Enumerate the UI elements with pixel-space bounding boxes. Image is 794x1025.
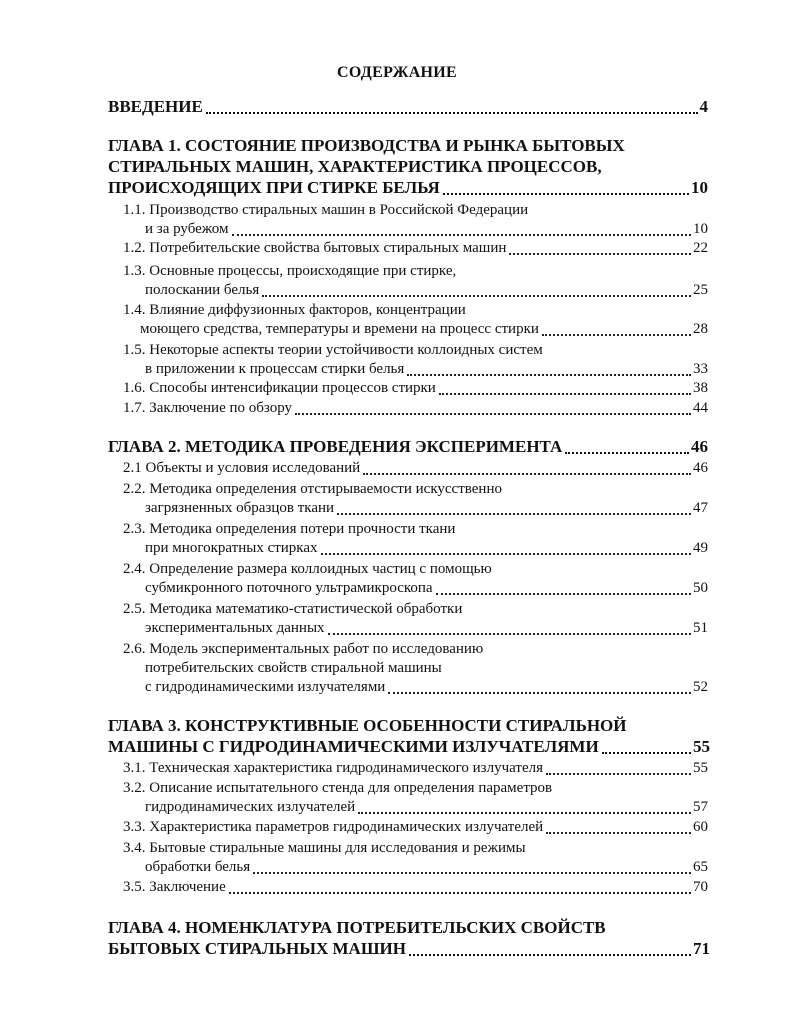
toc-entry-section-1-5 xyxy=(145,359,708,379)
toc-entry-page: 70 xyxy=(693,879,708,895)
toc-entry-page: 55 xyxy=(693,760,708,776)
leader-dots xyxy=(388,686,691,694)
section-2-4-line: субмикронного поточного ультрамикроскопа xyxy=(145,580,433,596)
section-2-6-line: с гидродинамическими излучателями xyxy=(145,679,386,695)
leader-dots xyxy=(436,587,691,595)
section-1-3-line: полоскании белья xyxy=(145,282,260,298)
toc-entry-section-3-5 xyxy=(123,877,708,897)
toc-entry-page: 60 xyxy=(693,819,708,835)
toc-entry-page: 22 xyxy=(693,240,708,256)
toc-entry-section-3-2 xyxy=(145,797,708,817)
toc-entry-chapter-1 xyxy=(108,178,708,198)
toc-entry-section-1-7 xyxy=(123,398,708,418)
section-2-6-line: 2.6. Модель экспериментальных работ по исследованию xyxy=(123,641,484,657)
section-1-2-line: 1.2. Потребительские свойства бытовых стиральных машин xyxy=(123,240,507,256)
leader-dots xyxy=(321,547,691,555)
toc-entry-page: 47 xyxy=(693,500,708,516)
section-3-4-line: обработки белья xyxy=(145,859,251,875)
toc-entry-page: 10 xyxy=(691,178,708,197)
section-2-1-line: 2.1 Объекты и условия исследований xyxy=(123,460,361,476)
leader-dots xyxy=(253,866,691,874)
toc-entry-section-3-1 xyxy=(123,758,708,778)
chapter-4-title-line: ГЛАВА 4. НОМЕНКЛАТУРА ПОТРЕБИТЕЛЬСКИХ СВОЙСТВ xyxy=(108,918,606,937)
leader-dots xyxy=(407,368,691,376)
toc-entry-section-2-2 xyxy=(145,498,708,518)
section-1-5-line: в приложении к процессам стирки белья xyxy=(145,361,405,377)
section-3-2-line: 3.2. Описание испытательного стенда для определения параметров xyxy=(123,780,553,796)
leader-dots xyxy=(546,767,691,775)
leader-dots xyxy=(443,187,689,195)
section-2-3-line: 2.3. Методика определения потери прочности ткани xyxy=(123,521,456,537)
toc-entry-page: 28 xyxy=(693,321,708,337)
section-2-5-line: экспериментальных данных xyxy=(145,620,325,636)
toc-entry-section-3-4 xyxy=(145,857,708,877)
toc-entry-page: 57 xyxy=(693,799,708,815)
toc-entry-label: ВВЕДЕНИЕ xyxy=(108,97,203,116)
leader-dots xyxy=(358,806,691,814)
chapter-3-title-line: МАШИНЫ С ГИДРОДИНАМИЧЕСКИМИ ИЗЛУЧАТЕЛЯМИ xyxy=(108,737,599,756)
toc-entry-section-1-2 xyxy=(123,238,708,258)
toc-entry-page: 49 xyxy=(693,540,708,556)
leader-dots xyxy=(542,328,691,336)
toc-entry-page: 51 xyxy=(693,620,708,636)
chapter-4-title-line: БЫТОВЫХ СТИРАЛЬНЫХ МАШИН xyxy=(108,939,406,958)
toc-entry-section-2-1 xyxy=(123,458,708,478)
chapter-2-title-line: ГЛАВА 2. МЕТОДИКА ПРОВЕДЕНИЯ ЭКСПЕРИМЕНТА xyxy=(108,437,563,456)
toc-entry-section-3-3 xyxy=(123,817,708,837)
toc-entry-chapter-3 xyxy=(108,737,710,757)
toc-entry-section-1-3 xyxy=(145,280,708,300)
toc-entry-section-2-4 xyxy=(145,578,708,598)
section-3-1-line: 3.1. Техническая характеристика гидродинамического излучателя xyxy=(123,760,543,776)
toc-entry-section-2-6 xyxy=(145,677,708,697)
toc-entry-chapter-4 xyxy=(108,939,710,959)
toc-entry-page: 52 xyxy=(693,679,708,695)
section-1-1-line: 1.1. Производство стиральных машин в Российской Федерации xyxy=(123,202,529,218)
section-1-6-line: 1.6. Способы интенсификации процессов стирки xyxy=(123,380,436,396)
toc-entry-page: 46 xyxy=(693,460,708,476)
section-1-4-line: 1.4. Влияние диффузионных факторов, концентрации xyxy=(123,302,466,318)
section-2-6-line: потребительских свойств стиральной машины xyxy=(145,660,442,676)
toc-entry-page: 71 xyxy=(693,939,710,958)
toc-entry-chapter-2 xyxy=(108,437,708,457)
leader-dots xyxy=(546,826,691,834)
page-title: СОДЕРЖАНИЕ xyxy=(336,64,458,81)
toc-entry-section-2-5 xyxy=(145,618,708,638)
toc-entry-page: 10 xyxy=(693,221,708,237)
toc-entry-section-2-3 xyxy=(145,538,708,558)
leader-dots xyxy=(565,446,689,454)
chapter-3-title-line: ГЛАВА 3. КОНСТРУКТИВНЫЕ ОСОБЕННОСТИ СТИРАЛЬНОЙ xyxy=(108,716,627,735)
leader-dots xyxy=(295,407,691,415)
section-3-5-line: 3.5. Заключение xyxy=(123,879,226,895)
section-2-2-line: 2.2. Методика определения отстирываемости искусственно xyxy=(123,481,502,497)
toc-entry-page: 55 xyxy=(693,737,710,756)
section-3-2-line: гидродинамических излучателей xyxy=(145,799,356,815)
section-3-4-line: 3.4. Бытовые стиральные машины для исследования и режимы xyxy=(123,840,526,856)
section-3-3-line: 3.3. Характеристика параметров гидродинамических излучателей xyxy=(123,819,544,835)
section-1-7-line: 1.7. Заключение по обзору xyxy=(123,400,293,416)
leader-dots xyxy=(262,289,691,297)
toc-entry-section-1-4 xyxy=(140,319,708,339)
leader-dots xyxy=(363,467,691,475)
toc-entry-page: 44 xyxy=(693,400,708,416)
toc-entry-page: 25 xyxy=(693,282,708,298)
section-1-1-line: и за рубежом xyxy=(145,221,229,237)
section-1-3-line: 1.3. Основные процессы, происходящие при стирке, xyxy=(123,263,457,279)
section-2-5-line: 2.5. Методика математико-статистической обработки xyxy=(123,601,463,617)
toc-entry-page: 50 xyxy=(693,580,708,596)
leader-dots xyxy=(229,886,691,894)
section-1-5-line: 1.5. Некоторые аспекты теории устойчивости коллоидных систем xyxy=(123,342,543,358)
chapter-1-title-line: ПРОИСХОДЯЩИХ ПРИ СТИРКЕ БЕЛЬЯ xyxy=(108,178,440,197)
section-1-4-line: моющего средства, температуры и времени на процесс стирки xyxy=(140,321,539,337)
section-2-3-line: при многократных стирках xyxy=(145,540,318,556)
leader-dots xyxy=(232,228,691,236)
chapter-1-title-line: ГЛАВА 1. СОСТОЯНИЕ ПРОИЗВОДСТВА И РЫНКА БЫТОВЫХ xyxy=(108,136,625,155)
leader-dots xyxy=(337,507,691,515)
leader-dots xyxy=(409,948,691,956)
toc-entry-page: 38 xyxy=(693,380,708,396)
leader-dots xyxy=(328,627,691,635)
leader-dots xyxy=(509,247,691,255)
toc-entry-page: 33 xyxy=(693,361,708,377)
leader-dots xyxy=(439,387,691,395)
toc-entry-page: 4 xyxy=(699,97,708,116)
chapter-1-title-line: СТИРАЛЬНЫХ МАШИН, ХАРАКТЕРИСТИКА ПРОЦЕССОВ, xyxy=(108,157,602,176)
toc-entry-intro xyxy=(108,97,708,117)
toc-entry-section-1-6 xyxy=(123,378,708,398)
toc-entry-page: 65 xyxy=(693,859,708,875)
toc-entry-page: 46 xyxy=(691,437,708,456)
section-2-4-line: 2.4. Определение размера коллоидных частиц с помощью xyxy=(123,561,492,577)
leader-dots xyxy=(602,746,691,754)
section-2-2-line: загрязненных образцов ткани xyxy=(145,500,335,516)
leader-dots xyxy=(206,106,698,114)
toc-entry-section-1-1 xyxy=(145,219,708,239)
